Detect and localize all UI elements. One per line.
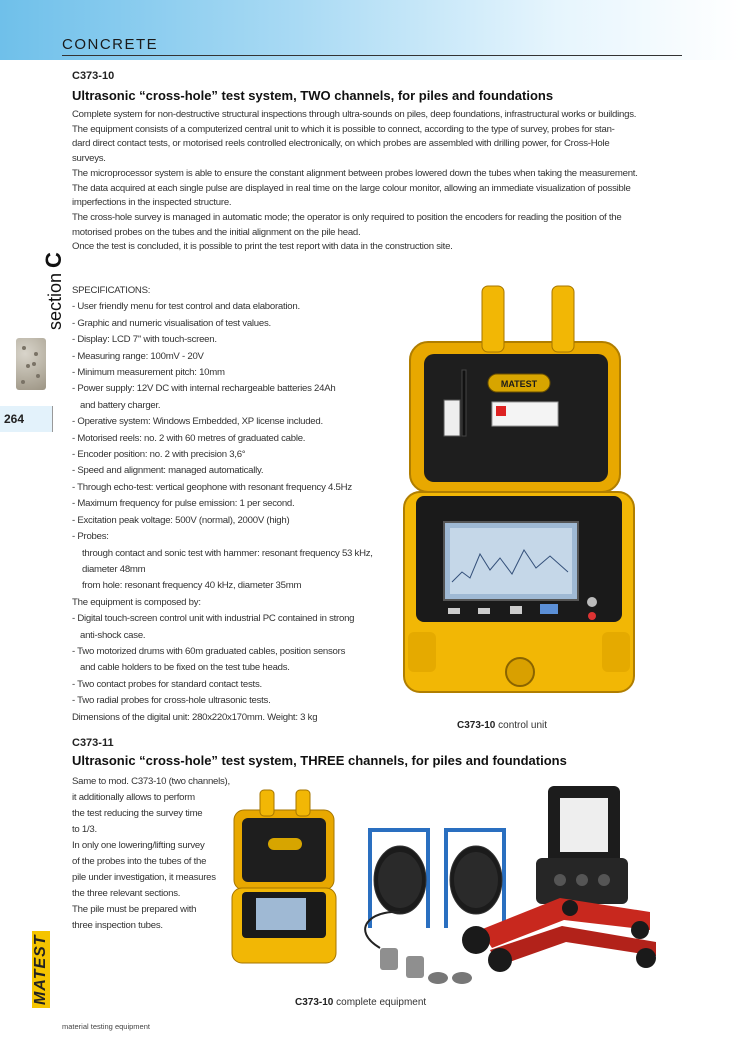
spec-line: - Graphic and numeric visualisation of test values. xyxy=(72,317,271,329)
intro-line: The microprocessor system is able to ensure the constant alignment between probes lowered down the tubes when taking the measurement. xyxy=(72,167,638,179)
spec-line: - Digital touch-screen control unit with industrial PC contained in strong xyxy=(72,613,355,625)
spec-line: - User friendly menu for test control and data elaboration. xyxy=(72,301,300,313)
spec-line: - Probes: xyxy=(72,531,109,543)
spec-line: - Excitation peak voltage: 500V (normal), 2000V (high) xyxy=(72,514,290,526)
device-logo-text: MATEST xyxy=(500,379,538,389)
spec-line: - Motorised reels: no. 2 with 60 metres of graduated cable. xyxy=(72,432,306,444)
spec-line: - Power supply: 12V DC with internal rechargeable batteries 24Ah xyxy=(72,383,336,395)
spec-line: - Two contact probes for standard contact tests. xyxy=(72,678,262,690)
product1-caption xyxy=(457,720,547,731)
caption-text: control unit xyxy=(495,720,548,731)
body-line: pile under investigation, it measures xyxy=(72,872,216,883)
spec-line: - Speed and alignment: managed automatically. xyxy=(72,465,264,477)
intro-line: motorised probes on the tubes and the initial alignment on the pile head. xyxy=(72,226,361,238)
caption-text: complete equipment xyxy=(333,997,427,1008)
specifications-list xyxy=(72,283,412,726)
spec-line: and cable holders to be fixed on the test tube heads. xyxy=(80,662,290,674)
body-line: it additionally allows to perform xyxy=(72,792,195,803)
product2-description xyxy=(72,774,247,934)
product1-code: C373-10 xyxy=(72,70,115,82)
section-word: section xyxy=(45,272,65,330)
intro-line: The cross-hole survey is managed in automatic mode; the operator is only required to position the encoders for reading the position of the xyxy=(72,211,622,223)
spec-line: - Through echo-test: vertical geophone with resonant frequency 4.5Hz xyxy=(72,481,352,493)
product2-code: C373-11 xyxy=(72,737,114,749)
intro-line: Once the test is concluded, it is possible to print the test report with data in the construction site. xyxy=(72,241,453,253)
body-line: the three relevant sections. xyxy=(72,888,181,899)
spec-line: - Encoder position: no. 2 with precision 3,6° xyxy=(72,449,246,461)
product2-title: Ultrasonic “cross-hole” test system, THREE channels, for piles and foundations xyxy=(72,753,567,768)
intro-line: surveys. xyxy=(72,153,106,165)
body-line: In only one lowering/lifting survey xyxy=(72,840,205,851)
intro-line: The equipment consists of a computerized central unit to which it is possible to connect, according to the type of survey, probes for stan- xyxy=(72,123,615,135)
matest-logo: MATEST xyxy=(32,931,50,1008)
section-title: CONCRETE xyxy=(62,36,159,53)
spec-line: and battery charger. xyxy=(80,399,161,411)
spec-line: from hole: resonant frequency 40 kHz, diameter 35mm xyxy=(82,580,302,592)
page-number: 264 xyxy=(4,412,25,426)
page-number-rule xyxy=(52,406,53,432)
intro-line: imperfections in the inspected structure. xyxy=(72,197,232,209)
spec-line: SPECIFICATIONS: xyxy=(72,285,151,296)
concrete-sample-thumbnail xyxy=(16,338,46,390)
spec-line: - Operative system: Windows Embedded, XP license included. xyxy=(72,416,323,428)
header-divider xyxy=(62,55,682,56)
spec-line: through contact and sonic test with hammer: resonant frequency 53 kHz, xyxy=(82,547,373,559)
complete-equipment-photo xyxy=(230,780,670,995)
spec-line: - Measuring range: 100mV - 20V xyxy=(72,350,204,362)
intro-line: The data acquired at each single pulse are displayed in real time on the large colour monitor, allowing an immediate visualization of possible xyxy=(72,182,631,194)
product1-title: Ultrasonic “cross-hole” test system, TWO channels, for piles and foundations xyxy=(72,88,554,103)
spec-line: The equipment is composed by: xyxy=(72,596,201,608)
spec-line: - Two radial probes for cross-hole ultrasonic tests. xyxy=(72,695,271,707)
spec-line: Dimensions of the digital unit: 280x220x170mm. Weight: 3 kg xyxy=(72,711,318,723)
section-letter: C xyxy=(41,252,66,268)
caption-code: C373-10 xyxy=(457,720,496,731)
body-line: the test reducing the survey time xyxy=(72,808,203,819)
body-line: to 1/3. xyxy=(72,824,97,835)
spec-line: anti-shock case. xyxy=(80,629,146,641)
intro-line: Complete system for non-destructive structural inspections through ultra-sounds on piles, deep foundations, infrastructural works or buildings. xyxy=(72,109,637,120)
control-unit-photo xyxy=(400,282,638,712)
spec-line: - Maximum frequency for pulse emission: 1 per second. xyxy=(72,498,295,510)
spec-line: - Minimum measurement pitch: 10mm xyxy=(72,367,225,379)
product1-description xyxy=(72,108,678,255)
body-line: of the probes into the tubes of the xyxy=(72,856,207,867)
body-line: three inspection tubes. xyxy=(72,920,163,931)
spec-line: - Two motorized drums with 60m graduated cables, position sensors xyxy=(72,645,346,657)
caption-code: C373-10 xyxy=(295,997,334,1008)
spec-line: diameter 48mm xyxy=(82,563,146,575)
body-line: Same to mod. C373-10 (two channels), xyxy=(72,776,230,787)
product2-caption xyxy=(295,997,426,1008)
section-label xyxy=(41,252,67,330)
body-line: The pile must be prepared with xyxy=(72,904,197,915)
footer-tagline: material testing equipment xyxy=(62,1022,150,1031)
intro-line: dard direct contact tests, or motorised reels controlled electronically, on which probes are assembled with drilling power, for Cross-Hole xyxy=(72,138,610,150)
spec-line: - Display: LCD 7'' with touch-screen. xyxy=(72,334,217,346)
